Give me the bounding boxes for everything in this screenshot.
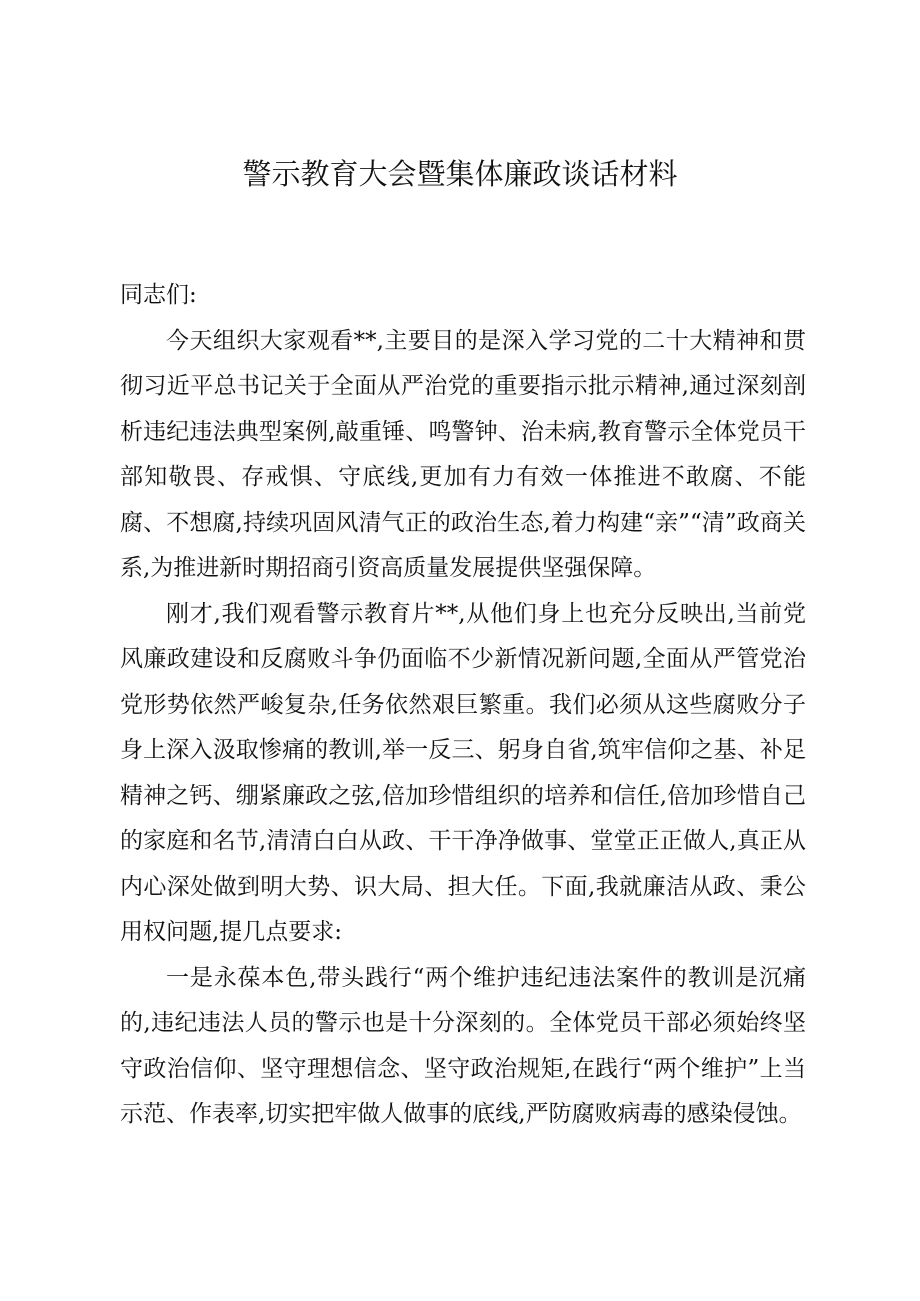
paragraph-2: 刚才,我们观看警示教育片**,从他们身上也充分反映出,当前党风廉政建设和反腐败斗争仍面临不少新情况新问题,全面从严管党治党形势依然严峻复杂,任务依然艰巨繁重。我们必须从这些腐败分子身上深入汲取惨痛的教训,举一反三、躬身自省,筑牢信仰之基、补足精神之钙、绷紧廉政之弦,倍加珍惜组织的培养和信任,倍加珍惜自己的家庭和名节,清清白白从政、干干净净做事、堂堂正正做人,真正从内心深处做到明大势、识大局、担大任。下面,我就廉洁从政、秉公用权问题,提几点要求: [120,600,806,945]
document-title: 警示教育大会暨集体廉政谈话材料 [242,157,678,191]
paragraph-1: 今天组织大家观看**,主要目的是深入学习党的二十大精神和贯彻习近平总书记关于全面从严治党的重要指示批示精神,通过深刻剖析违纪违法典型案例,敲重锤、鸣警钟、治未病,教育警示全体党员干部知敬畏、存戒惧、守底线,更加有力有效一体推进不敢腐、不能腐、不想腐,持续巩固风清气正的政治生态,着力构建“亲”“清”政商关系,为推进新时期招商引资高质量发展提供坚强保障。 [120,327,806,581]
paragraph-3: 一是永葆本色,带头践行“两个维护违纪违法案件的教训是沉痛的,违纪违法人员的警示也是十分深刻的。全体党员干部必须始终坚守政治信仰、坚守理想信念、坚守政治规矩,在践行“两个维护”上当示范、作表率,切实把牢做人做事的底线,严防腐败病毒的感染侵蚀。 [120,964,806,1127]
salutation: 同志们: [120,282,197,308]
document-body [120,273,806,1138]
